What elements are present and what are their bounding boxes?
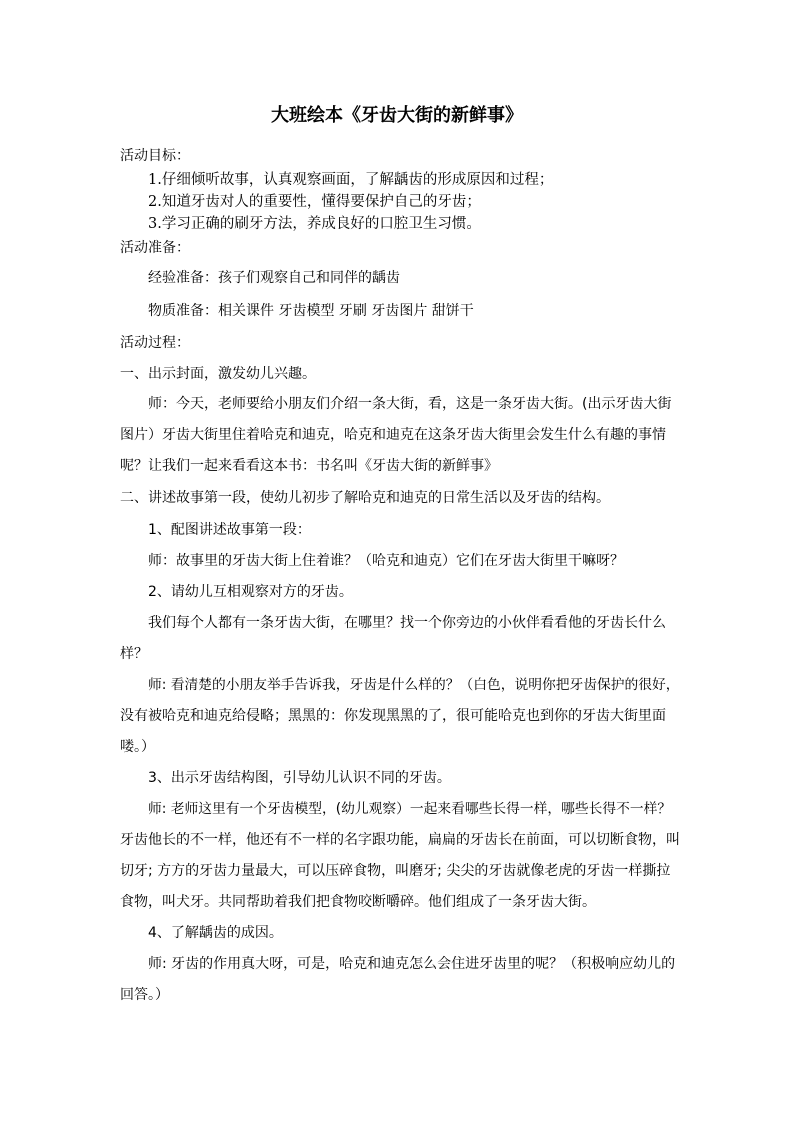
paragraph-line: 图片）牙齿大街里住着哈克和迪克，哈克和迪克在这条牙齿大街里会发生什么有趣的事情 xyxy=(120,427,666,443)
paragraph-line: 我们每个人都有一条牙齿大街，在哪里？找一个你旁边的小伙伴看看他的牙齿长什么 xyxy=(148,615,666,631)
goals-heading: 活动目标： xyxy=(120,148,190,164)
prep-heading: 活动准备： xyxy=(120,240,190,256)
paragraph-line: 呢？让我们一起来看看这本书：书名叫《牙齿大街的新鲜事》 xyxy=(120,458,498,474)
paragraph-line: 牙齿他长的不一样，他还有不一样的名字跟功能，扁扁的牙齿长在前面，可以切断食物，叫 xyxy=(120,832,680,848)
step-heading: 2、请幼儿互相观察对方的牙齿。 xyxy=(148,584,353,600)
goal-item: 3.学习正确的刷牙方法，养成良好的口腔卫生习惯。 xyxy=(148,216,481,232)
step-heading: 1、配图讲述故事第一段： xyxy=(148,522,311,538)
paragraph-line: 样？ xyxy=(120,646,148,662)
paragraph-line: 回答。） xyxy=(120,987,169,1003)
paragraph-line: 师：故事里的牙齿大街上住着谁？（哈克和迪克）它们在牙齿大街里干嘛呀？ xyxy=(148,553,624,569)
paragraph-line: 师: 看清楚的小朋友举手告诉我，牙齿是什么样的？（白色，说明你把牙齿保护的很好， xyxy=(148,677,680,693)
goal-item: 2.知道牙齿对人的重要性，懂得要保护自己的牙齿； xyxy=(148,194,481,210)
paragraph-line: 师：今天，老师要给小朋友们介绍一条大街，看，这是一条牙齿大街。(出示牙齿大街 xyxy=(148,396,672,412)
paragraph-line: 师: 老师这里有一个牙齿模型，(幼儿观察）一起来看哪些长得一样，哪些长得不一样？ xyxy=(148,801,672,817)
paragraph-line: 喽。） xyxy=(120,739,155,755)
paragraph-line: 没有被哈克和迪克给侵略；黑黑的：你发现黑黑的了，很可能哈克也到你的牙齿大街里面 xyxy=(120,708,666,724)
paragraph-line: 师: 牙齿的作用真大呀，可是，哈克和迪克怎么会住进牙齿里的呢？（积极响应幼儿的 xyxy=(148,956,676,972)
document-title: 大班绘本《牙齿大街的新鲜事》 xyxy=(271,105,523,126)
prep-material: 物质准备：相关课件 牙齿模型 牙刷 牙齿图片 甜饼干 xyxy=(148,303,474,319)
section-heading: 一、出示封面，激发幼儿兴趣。 xyxy=(120,366,316,382)
paragraph-line: 食物，叫犬牙。共同帮助着我们把食物咬断嚼碎。他们组成了一条牙齿大街。 xyxy=(120,894,596,910)
goal-item: 1.仔细倾听故事，认真观察画面，了解龋齿的形成原因和过程； xyxy=(148,172,554,188)
paragraph-line: 切牙; 方方的牙齿力量最大，可以压碎食物，叫磨牙; 尖尖的牙齿就像老虎的牙齿一样撕拉 xyxy=(120,863,671,879)
prep-experience: 经验准备：孩子们观察自己和同伴的龋齿 xyxy=(148,270,400,286)
step-heading: 3、出示牙齿结构图，引导幼儿认识不同的牙齿。 xyxy=(148,770,451,786)
section-heading: 二、讲述故事第一段，使幼儿初步了解哈克和迪克的日常生活以及牙齿的结构。 xyxy=(120,490,610,506)
step-heading: 4、了解龋齿的成因。 xyxy=(148,925,283,941)
process-heading: 活动过程： xyxy=(120,335,190,351)
